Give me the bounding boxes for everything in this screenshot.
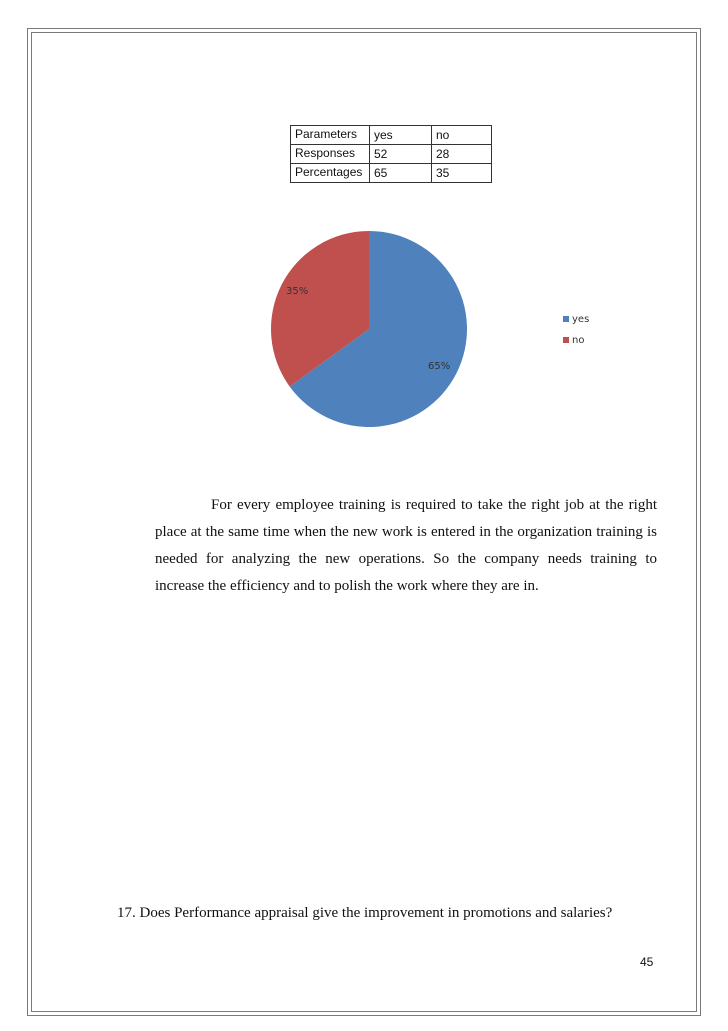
table-cell: Responses [291,145,370,164]
pie-data-label-yes: 65% [428,361,451,372]
chart-legend [563,312,589,354]
body-paragraph: For every employee training is required to take the right job at the right place at the same time when the new work is entered in the organization training is needed for analyzing the new operations. So the company needs training to increase the efficiency and to polish the work where they are in. [155,497,657,594]
legend-label-yes: yes [572,313,590,325]
legend-item-yes [563,312,589,326]
legend-item-no [563,333,589,347]
pie-data-label-no: 35% [286,286,309,297]
table-cell: 35 [432,164,492,183]
table-cell: yes [370,126,432,145]
legend-label-no: no [572,334,585,346]
table-cell: 52 [370,145,432,164]
legend-swatch-yes [563,316,569,322]
survey-question: 17. Does Performance appraisal give the improvement in promotions and salaries? [117,905,613,921]
page-number: 45 [640,955,654,969]
legend-swatch-no [563,337,569,343]
table-cell: Percentages [291,164,370,183]
table-cell: no [432,126,492,145]
table-cell: 65 [370,164,432,183]
table-cell: Parameters [291,126,370,145]
table-cell: 28 [432,145,492,164]
